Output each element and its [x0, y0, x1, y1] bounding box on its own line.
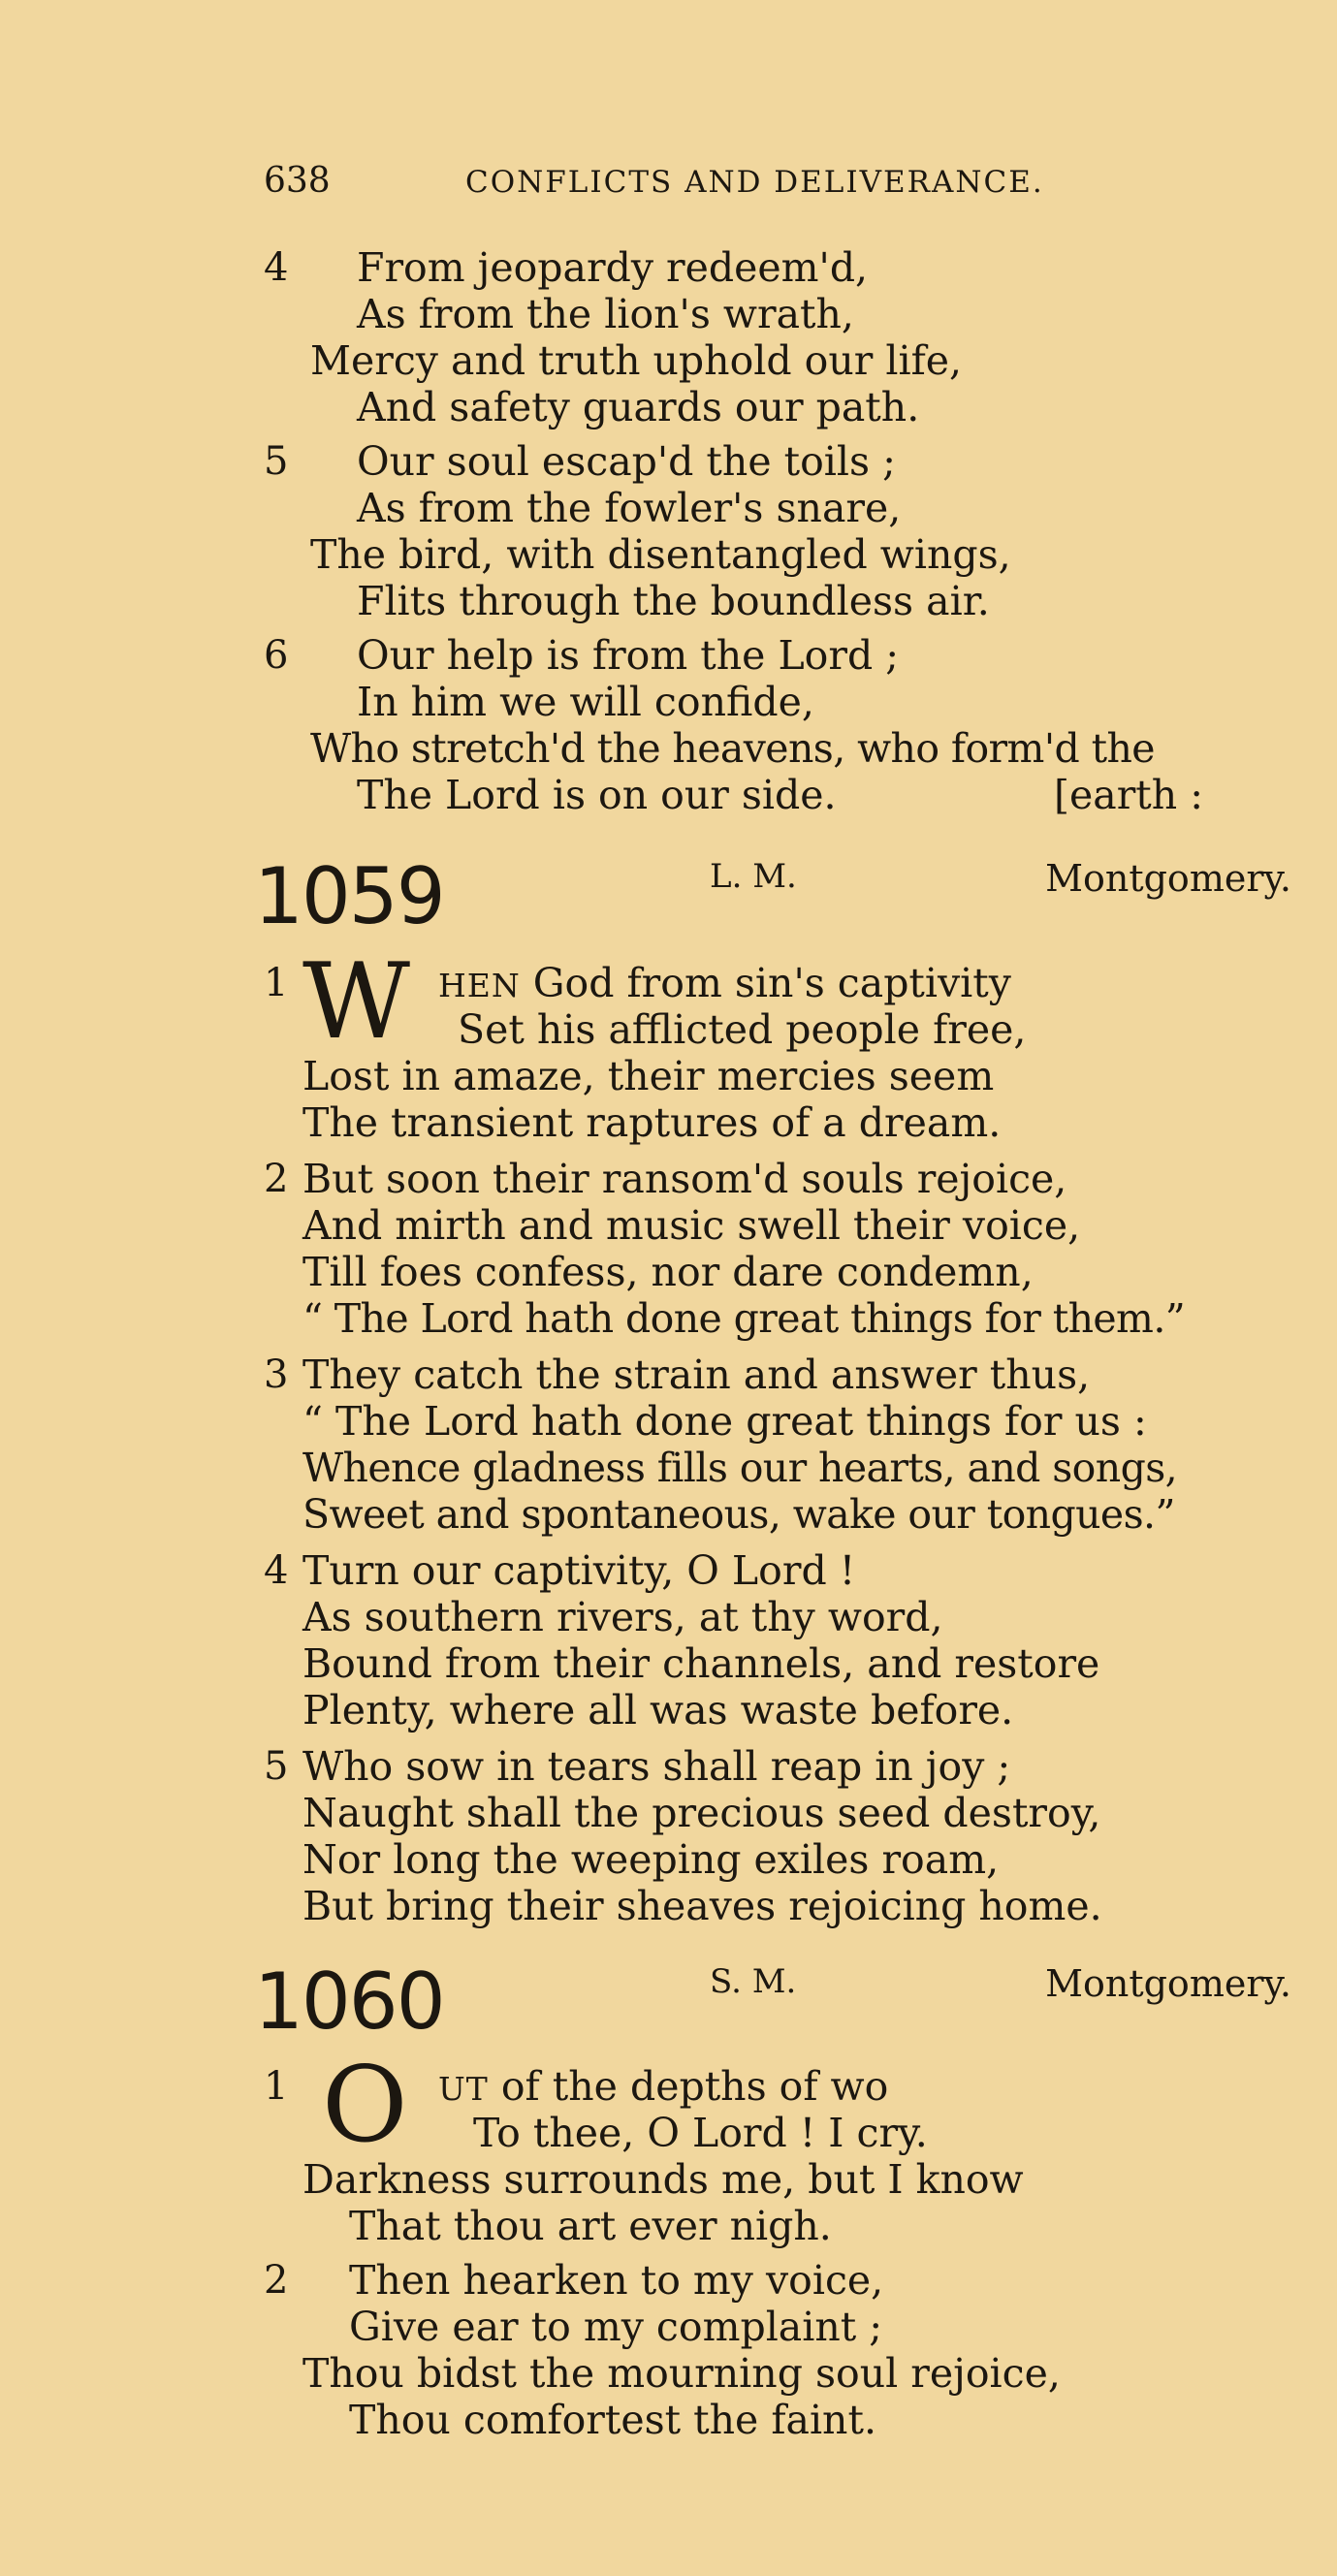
verse-line: Our help is from the Lord ; — [357, 632, 900, 679]
hymn-1059-verse-5 — [264, 1743, 1291, 1937]
prev-verse-5 — [264, 438, 1291, 632]
verse-line: Plenty, where all was waste before. — [302, 1687, 1014, 1733]
verse-number: 4 — [264, 1548, 289, 1593]
verse-line: Whence gladness fills our hearts, and songs, — [302, 1445, 1178, 1491]
line-rest: of the depths of wo — [500, 2063, 889, 2110]
verse-number: 1 — [264, 2064, 289, 2109]
hymn-1059-verse-3 — [264, 1352, 1291, 1545]
verse-line: Give ear to my complaint ; — [349, 2304, 883, 2350]
verse-line: Bound from their channels, and restore — [302, 1640, 1100, 1687]
verse-line: To thee, O Lord ! I cry. — [473, 2110, 928, 2156]
verse-line: “ The Lord hath done great things for them.” — [302, 1295, 1186, 1342]
verse-line: From jeopardy redeem'd, — [357, 244, 869, 291]
hymn-1059-header — [254, 853, 1291, 940]
hymn-1060-verse-1 — [264, 2045, 1291, 2257]
hymn-number: 1059 — [254, 851, 444, 941]
hymn-meter: S. M. — [710, 1962, 797, 2001]
verse-number: 3 — [264, 1352, 289, 1397]
verse-number: 5 — [264, 1744, 289, 1789]
verse-line — [438, 2063, 888, 2113]
hymn-1059-verse-2 — [264, 1156, 1291, 1350]
verse-line: As southern rivers, at thy word, — [302, 1594, 943, 1640]
verse-line: And safety guards our path. — [357, 384, 920, 430]
verse-line: Till foes confess, nor dare condemn, — [302, 1249, 1034, 1295]
verse-line: As from the fowler's snare, — [357, 485, 902, 531]
hymn-author: Montgomery. — [1045, 857, 1291, 900]
verse-line: Who stretch'd the heavens, who form'd the — [310, 725, 1155, 772]
running-title: CONFLICTS AND DELIVERANCE. — [465, 165, 1044, 200]
verse-number: 4 — [264, 245, 289, 290]
verse-line: Nor long the weeping exiles roam, — [302, 1836, 1000, 1883]
verse-line: The bird, with disentangled wings, — [310, 531, 1011, 578]
verse-line: But soon their ransom'd souls rejoice, — [302, 1156, 1067, 1202]
hymn-meter: L. M. — [710, 857, 797, 896]
verse-number: 2 — [264, 1157, 289, 1201]
verse-line: Darkness surrounds me, but I know — [302, 2156, 1024, 2203]
verse-line: That thou art ever nigh. — [349, 2203, 832, 2249]
verse-line: Then hearken to my voice, — [349, 2257, 884, 2304]
drop-cap: O — [322, 2045, 408, 2166]
verse-line: Our soul escap'd the toils ; — [357, 438, 896, 485]
verse-line: Flits through the boundless air. — [357, 578, 990, 624]
verse-line: Sweet and spontaneous, wake our tongues.” — [302, 1491, 1175, 1538]
prev-verse-6 — [264, 632, 1291, 826]
verse-line: Turn our captivity, O Lord ! — [302, 1547, 856, 1594]
verse-line: The Lord is on our side. — [357, 772, 837, 818]
verse-line: Mercy and truth uphold our life, — [310, 337, 963, 384]
verse-number: 6 — [264, 633, 289, 678]
verse-number: 1 — [264, 961, 289, 1005]
verse-line: And mirth and music swell their voice, — [302, 1202, 1081, 1249]
verse-line: They catch the strain and answer thus, — [302, 1352, 1091, 1398]
verse-number: 5 — [264, 439, 289, 484]
verse-line: But bring their sheaves rejoicing home. — [302, 1883, 1102, 1929]
verse-line: Thou bidst the mourning soul rejoice, — [302, 2350, 1061, 2397]
small-caps-word: HEN — [438, 967, 521, 1004]
verse-line: The transient raptures of a dream. — [302, 1099, 1002, 1146]
verse-line: Who sow in tears shall reap in joy ; — [302, 1743, 1011, 1790]
verse-line: In him we will confide, — [357, 679, 814, 725]
page-number: 638 — [264, 161, 331, 201]
verse-line: “ The Lord hath done great things for us : — [302, 1398, 1147, 1445]
hymn-1059-verse-4 — [264, 1547, 1291, 1741]
verse-turnover: [earth : — [1054, 772, 1204, 818]
verse-line: Lost in amaze, their mercies seem — [302, 1053, 995, 1099]
verse-number: 2 — [264, 2258, 289, 2303]
prev-verse-4 — [264, 244, 1291, 438]
verse-line: Set his afflicted people free, — [458, 1006, 1027, 1053]
drop-cap: W — [302, 941, 411, 1063]
hymn-1060-header — [254, 1958, 1291, 2046]
hymn-number: 1060 — [254, 1956, 444, 2047]
page-header — [264, 161, 1098, 209]
small-caps-word: UT — [438, 2070, 489, 2108]
verse-line — [438, 960, 1011, 1009]
verse-line: Thou comfortest the faint. — [349, 2397, 876, 2443]
line-rest: God from sin's captivity — [532, 960, 1011, 1006]
hymn-1059-verse-1 — [264, 941, 1291, 1154]
hymn-1060-verse-2 — [264, 2257, 1291, 2451]
hymn-author: Montgomery. — [1045, 1962, 1291, 2005]
verse-line: Naught shall the precious seed destroy, — [302, 1790, 1101, 1836]
verse-line: As from the lion's wrath, — [357, 291, 854, 337]
